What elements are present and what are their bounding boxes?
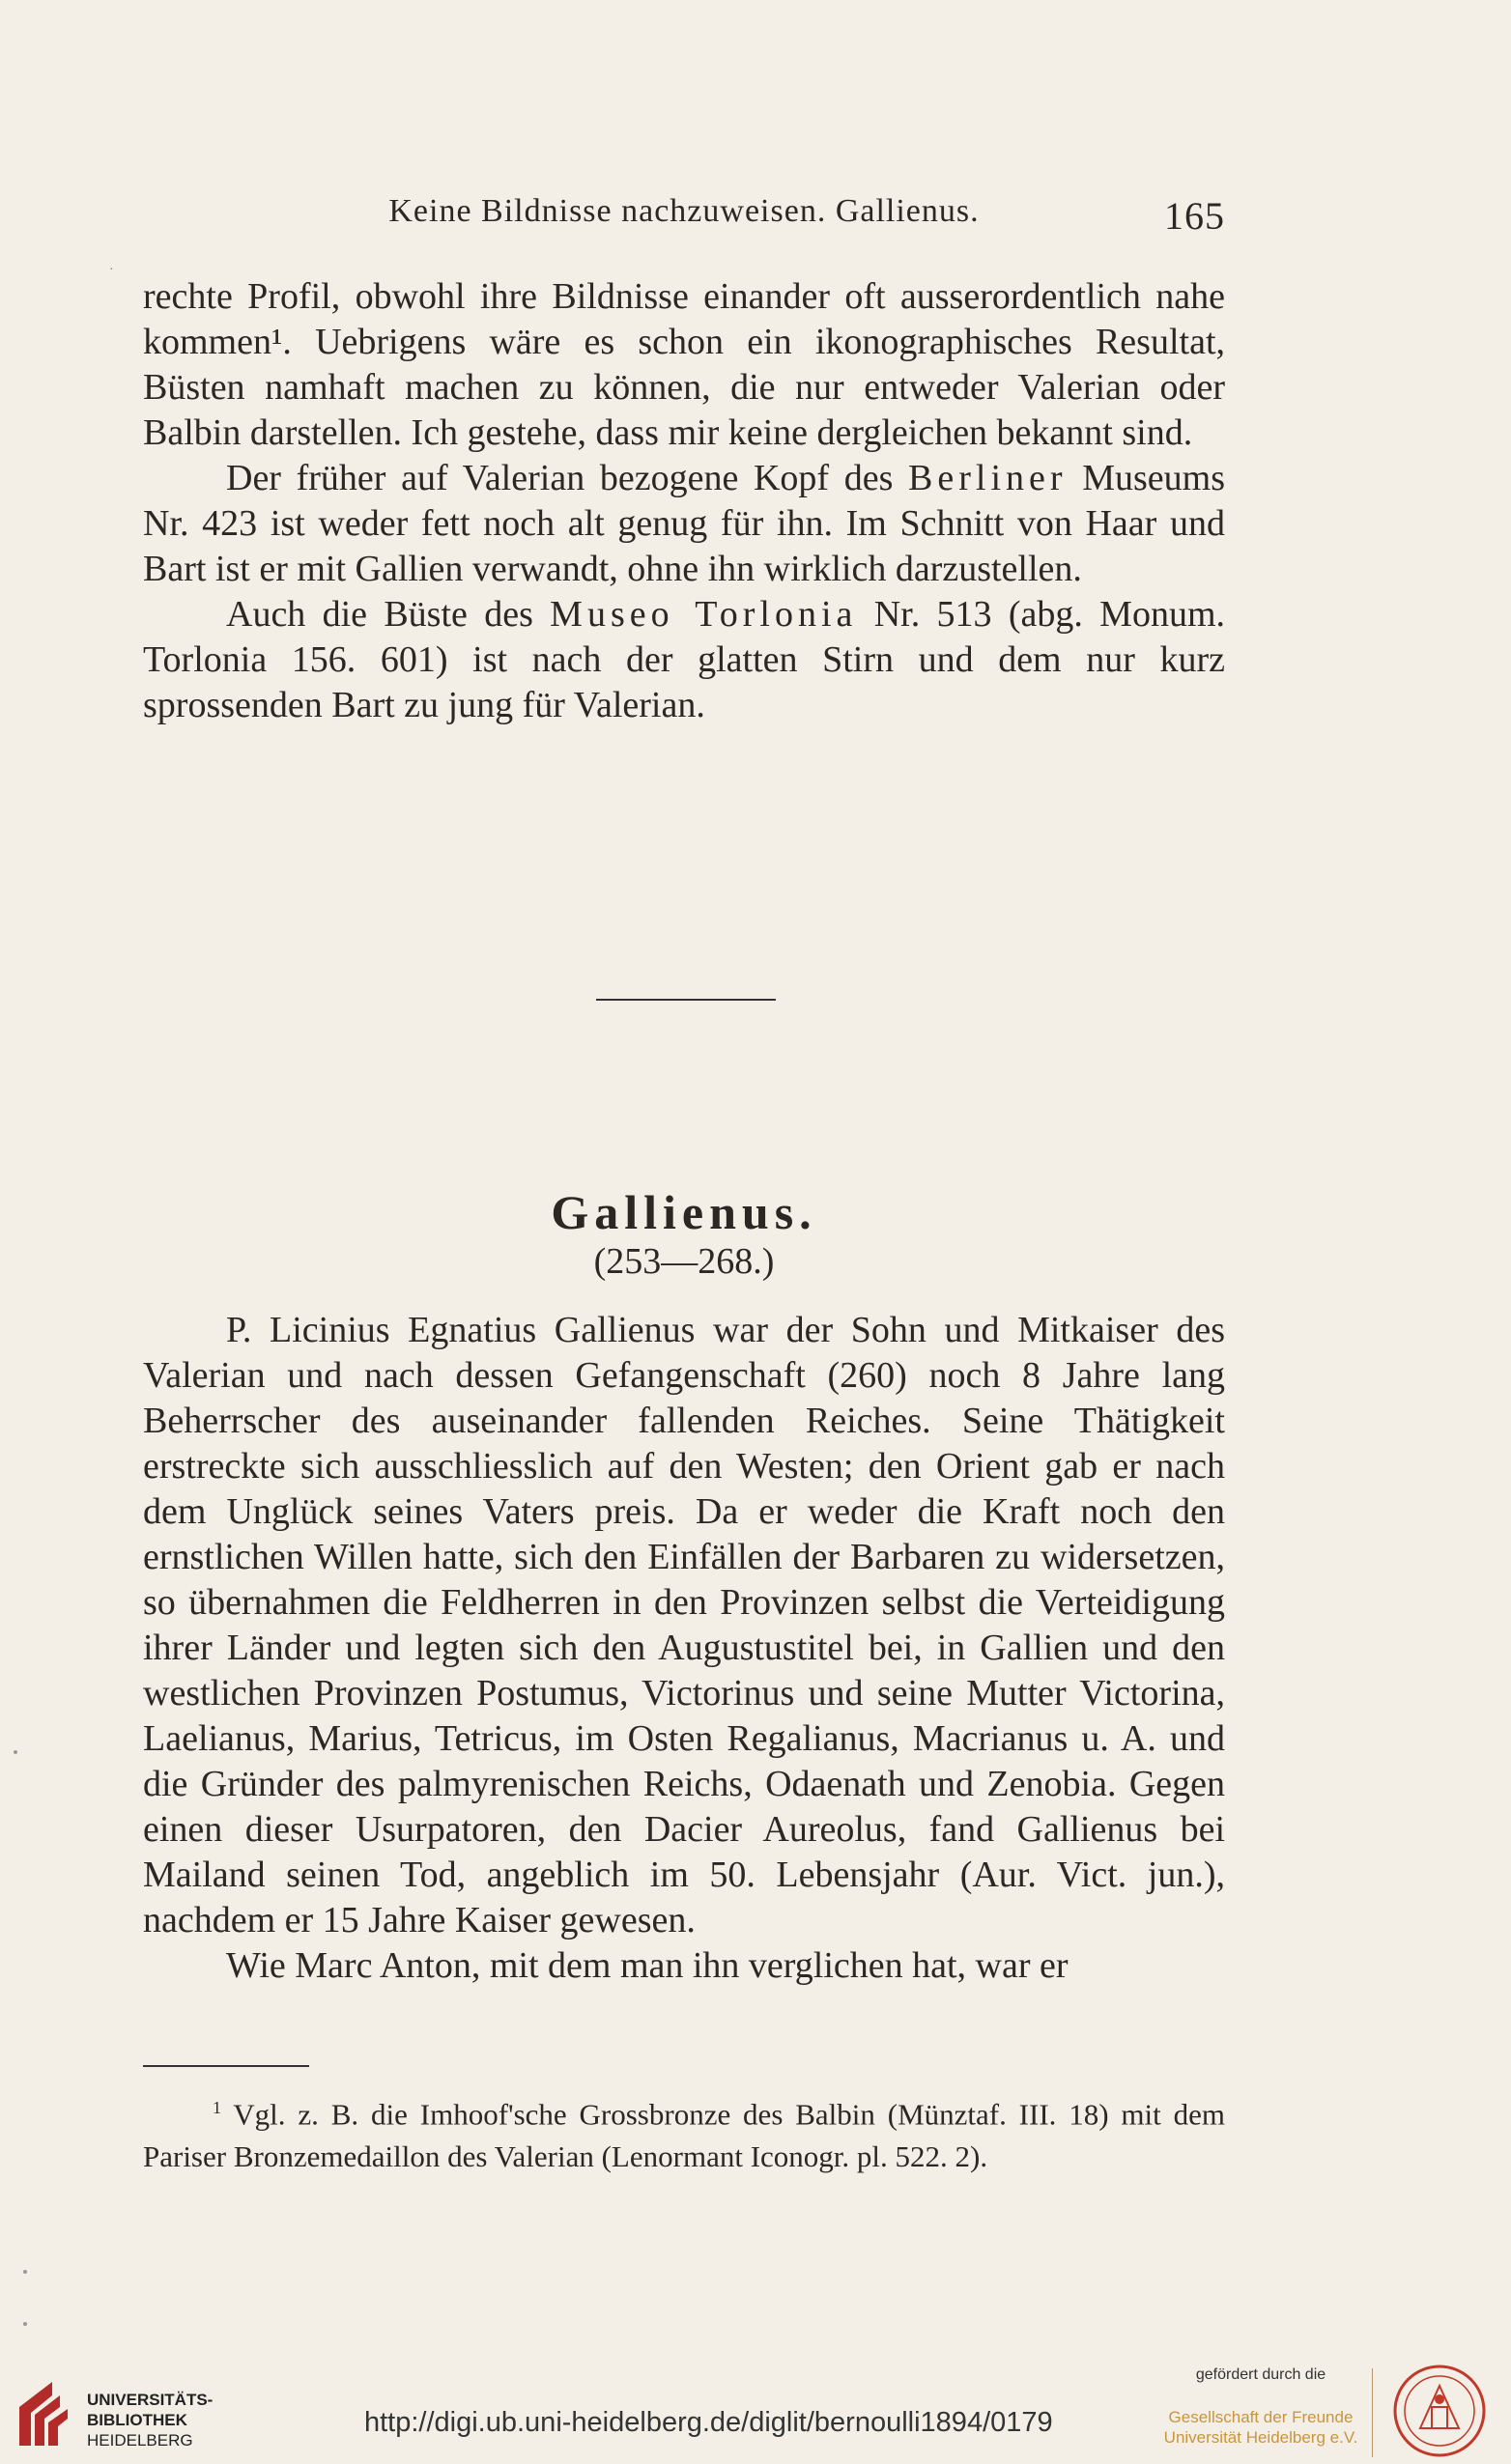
scan-speck	[23, 2270, 27, 2274]
sponsor-intro: gefördert durch die	[1195, 2366, 1326, 2383]
paragraph: P. Licinius Egnatius Gallienus war der Sohn und Mitkaiser des Valerian und nach dessen Gefangenschaft (260) noch 8 Jahre lang Beherrscher des auseinander fallenden Reiches. Seine Thätigkeit erstreckte sich ausschliesslich auf den Westen; den Orient gab er nach dem Unglück seines Vaters preis. Da er weder die Kraft noch den ernstlichen Willen hatte, sich den Einfällen der Barbaren zu widersetzen, so übernahmen die Feldherren in den Provinzen selbst die Verteidigung ihrer Länder und legten sich den Augustustitel bei, in Gallien und den westlichen Provinzen Postumus, Victorinus und seine Mutter Victorina, Laelianus, Marius, Tetricus, im Osten Regalianus, Macrianus u. A. und die Gründer des palmyrenischen Reichs, Odaenath und Zenobia. Gegen einen dieser Usurpatoren, den Dacier Aureolus, fand Gallienus bei Mailand seinen Tod, angeblich im 50. Lebensjahr (Aur. Vict. jun.), nachdem er 15 Jahre Kaiser gewesen.	[143, 1310, 1225, 1940]
text-run: Der früher auf Valerian bezogene Kopf des	[226, 458, 909, 498]
running-title: Keine Bildnisse nachzuweisen. Gallienus.	[388, 193, 980, 229]
spaced-name: Museo Torlonia	[550, 594, 858, 635]
footer-bar	[0, 2337, 1511, 2464]
library-name	[87, 2390, 213, 2450]
page-header	[143, 193, 1225, 241]
section-years: (253—268.)	[593, 1241, 775, 1282]
scan-speck	[14, 1750, 17, 1754]
paragraph	[143, 456, 1225, 592]
footnote-marker: 1	[213, 2098, 221, 2117]
sponsor-line: Universität Heidelberg e.V.	[1163, 2428, 1358, 2447]
library-line: BIBLIOTHEK	[87, 2411, 187, 2429]
spaced-name: Berliner	[908, 458, 1068, 498]
footer-divider	[1372, 2368, 1373, 2457]
university-seal-icon	[1391, 2363, 1488, 2459]
sponsor-line: Gesellschaft der Freunde	[1168, 2408, 1354, 2426]
paragraph: Wie Marc Anton, mit dem man ihn verglichen hat, war er	[226, 1945, 1069, 1986]
text-run: Museums Nr. 423 ist weder fett noch alt genug für ihn. Im Schnitt von Haar und Bart ist er mit Gallien verwandt, ohne ihn wirklich darzustellen.	[143, 458, 1225, 589]
scan-speck	[23, 2322, 27, 2326]
paragraph	[143, 592, 1225, 728]
paragraph: rechte Profil, obwohl ihre Bildnisse einander oft ausserordentlich nahe kommen¹. Uebrigens wäre es schon ein ikonographisches Resultat, Büsten namhaft machen zu können, die nur entweder Valerian oder Balbin darstellen. Ich gestehe, dass mir keine dergleichen bekannt sind.	[143, 276, 1225, 453]
margin-mark: ·	[109, 263, 114, 277]
text-run: Auch die Büste des	[226, 594, 551, 635]
top-text-block	[143, 274, 1225, 728]
footnote-rule	[143, 2065, 309, 2067]
footnote-text: Vgl. z. B. die Imhoof'sche Grossbronze des Balbin (Münztaf. III. 18) mit dem Pariser Bronzemedaillon des Valerian (Lenormant Iconogr. pl. 522. 2).	[143, 2097, 1225, 2174]
main-text-block	[143, 1308, 1225, 1989]
sponsor-block	[1155, 2366, 1366, 2448]
library-logo-icon	[14, 2378, 81, 2448]
sponsor-name	[1155, 2407, 1366, 2448]
section-divider	[596, 999, 776, 1001]
library-line: HEIDELBERG	[87, 2431, 193, 2450]
text-run: Nr. 513 (abg. Monum. Torlonia 156. 601) ist nach der glatten Stirn und dem nur kurz sprossenden Bart zu jung für Valerian.	[143, 594, 1225, 725]
footnote	[143, 2086, 1225, 2178]
page-number: 165	[1164, 194, 1225, 238]
library-line: UNIVERSITÄTS-	[87, 2391, 214, 2409]
section-title: Gallienus.	[551, 1185, 817, 1239]
permalink[interactable]: http://digi.ub.uni-heidelberg.de/diglit/bernoulli1894/0179	[364, 2407, 1053, 2438]
